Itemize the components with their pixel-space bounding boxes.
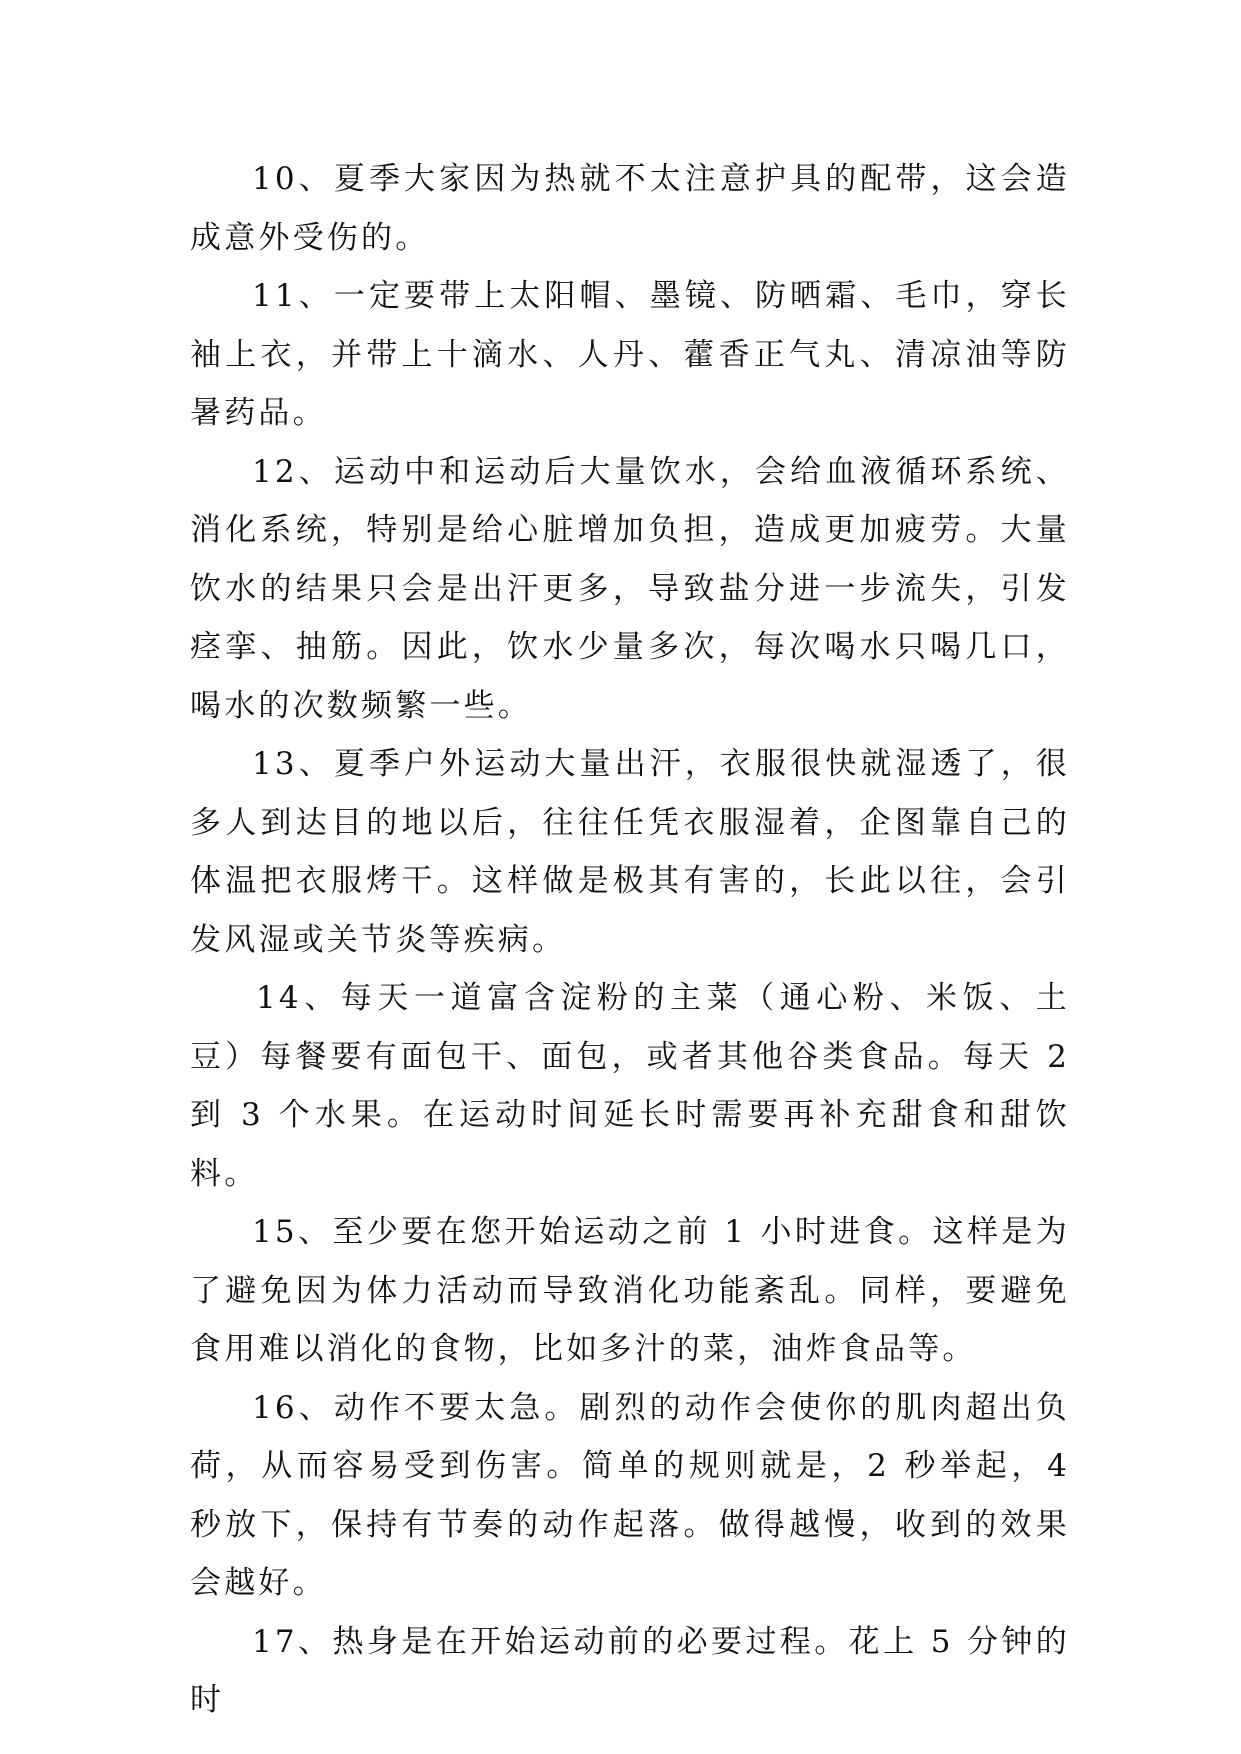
paragraph-16: 16、动作不要太急。剧烈的动作会使你的肌肉超出负荷，从而容易受到伤害。简单的规则就是，2 秒举起，4 秒放下，保持有节奏的动作起落。做得越慢，收到的效果会越好。 <box>190 1389 1070 1601</box>
paragraph-17: 17、热身是在开始运动前的必要过程。花上 5 分钟的时 <box>190 1623 1070 1718</box>
paragraph-10: 10、夏季大家因为热就不太注意护具的配带，这会造成意外受伤的。 <box>190 161 1070 256</box>
paragraph-14: 14、每天一道富含淀粉的主菜（通心粉、米饭、土豆）每餐要有面包干、面包，或者其他谷类食品。每天 2 到 3 个水果。在运动时间延长时需要再补充甜食和甜饮料。 <box>190 980 1070 1192</box>
paragraph-15: 15、至少要在您开始运动之前 1 小时进食。这样是为了避免因为体力活动而导致消化功能紊乱。同样，要避免食用难以消化的食物，比如多汁的菜，油炸食品等。 <box>190 1214 1070 1367</box>
document-body <box>190 150 1070 1730</box>
paragraph-13: 13、夏季户外运动大量出汗，衣服很快就湿透了，很多人到达目的地以后，往往任凭衣服湿着，企图靠自己的体温把衣服烤干。这样做是极其有害的，长此以往，会引发风湿或关节炎等疾病。 <box>190 746 1070 958</box>
paragraph-12: 12、运动中和运动后大量饮水，会给血液循环系统、消化系统，特别是给心脏增加负担，造成更加疲劳。大量饮水的结果只会是出汗更多，导致盐分进一步流失，引发痉挛、抽筋。因此，饮水少量多次，每次喝水只喝几口，喝水的次数频繁一些。 <box>190 453 1070 724</box>
paragraph-11: 11、一定要带上太阳帽、墨镜、防晒霜、毛巾，穿长袖上衣，并带上十滴水、人丹、藿香正气丸、清凉油等防暑药品。 <box>190 278 1070 431</box>
